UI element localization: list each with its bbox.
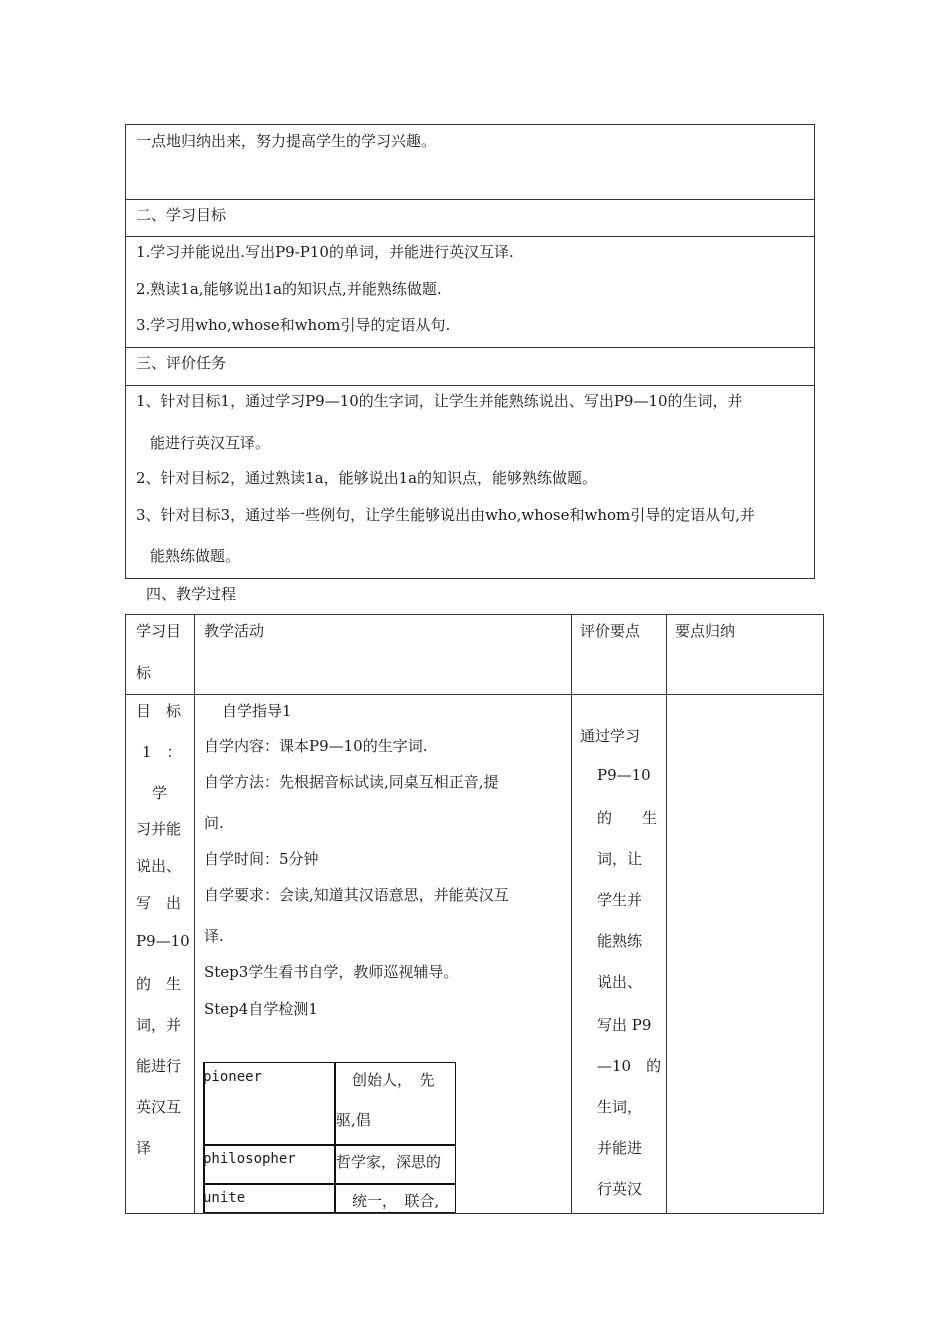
task-item: 2、针对目标2，通过熟读1a，能够说出1a的知识点，能够熟练做题。 (136, 469, 598, 487)
activity-text: 自学指导1 (222, 702, 292, 720)
activity-text: 问. (204, 814, 224, 832)
task-item-cont: 能进行英汉互译。 (150, 434, 271, 452)
header-activity: 教学活动 (204, 622, 265, 640)
header-evaluation: 评价要点 (580, 622, 641, 640)
tasks-heading: 三、评价任务 (136, 354, 227, 372)
task-item-cont: 能熟练做题。 (150, 547, 241, 565)
column-divider (666, 615, 667, 1213)
goal-item: 1.学习并能说出.写出P9-P10的单词，并能进行英汉互译. (136, 243, 514, 261)
process-heading: 四、教学过程 (146, 585, 237, 603)
divider (126, 385, 814, 386)
goal-item: 2.熟读1a,能够说出1a的知识点,并能熟练做题. (136, 280, 442, 298)
column-divider (571, 615, 572, 1213)
goal-text: 1 ： (142, 743, 182, 761)
activity-text: 自学方法：先根据音标试读,同桌互相正音,提 (204, 773, 499, 791)
goal-text: 习并能 (136, 820, 182, 838)
goal-text: P9—10 (136, 932, 190, 950)
eval-text: 学生并 (597, 891, 643, 909)
goal-text: 学 (152, 784, 168, 802)
goal-text: 能进行 (136, 1057, 182, 1075)
divider (126, 347, 814, 348)
vocab-meaning: 哲学家，深思的 (336, 1153, 442, 1171)
header-goal-cont: 标 (136, 664, 152, 682)
header-summary: 要点归纳 (675, 622, 736, 640)
column-divider (194, 615, 195, 1213)
vocab-meaning-cont: 驱,倡 (336, 1111, 371, 1129)
vocab-meaning: 创始人， 先 (352, 1071, 435, 1089)
eval-text: 并能进 (597, 1139, 643, 1157)
vocab-word: unite (203, 1190, 246, 1206)
header-divider (126, 694, 823, 695)
goal-text: 写 出 (136, 894, 182, 912)
goals-heading: 二、学习目标 (136, 206, 227, 224)
activity-text: 自学要求：会读,知道其汉语意思，并能英汉互 (204, 886, 509, 904)
activity-text: Step3学生看书自学，教师巡视辅导。 (204, 963, 459, 981)
divider (126, 236, 814, 237)
goal-text: 词，并 (136, 1016, 182, 1034)
vocab-word: pioneer (203, 1069, 263, 1085)
eval-text: 行英汉 (597, 1180, 643, 1198)
eval-text: P9—10 (597, 766, 651, 784)
goal-text: 英汉互 (136, 1098, 182, 1116)
divider (126, 199, 814, 200)
task-item: 1、针对目标1，通过学习P9—10的生字词，让学生并能熟练说出、写出P9—10的生词，并 (136, 392, 743, 410)
eval-text: 能熟练 (597, 932, 643, 950)
activity-text: 自学内容：课本P9—10的生字词. (204, 737, 428, 755)
goal-text: 译 (136, 1139, 152, 1157)
vocab-row-divider (204, 1183, 455, 1185)
goal-text: 的 生 (136, 975, 182, 993)
task-item: 3、针对目标3，通过举一些例句，让学生能够说出由who,whose和whom引导的定语从句,并 (136, 506, 756, 524)
vocab-word: philosopher (203, 1151, 296, 1167)
eval-text: —10 的 (597, 1057, 662, 1075)
eval-text: 说出、 (597, 973, 643, 991)
vocab-meaning: 统一， 联合, (352, 1192, 440, 1210)
eval-text: 写出 P9 (597, 1016, 652, 1034)
eval-text: 生词， (597, 1098, 643, 1116)
goal-text: 目 标 (136, 702, 182, 720)
eval-text: 的 生 (597, 809, 658, 827)
vocab-col-divider (334, 1063, 336, 1212)
header-goal: 学习目 (136, 622, 182, 640)
activity-text: 自学时间：5分钟 (204, 850, 319, 868)
intro-line: 一点地归纳出来，努力提高学生的学习兴趣。 (136, 132, 437, 150)
eval-text: 通过学习 (580, 727, 641, 745)
goal-text: 说出、 (136, 857, 182, 875)
activity-text: Step4自学检测1 (204, 1000, 318, 1018)
eval-text: 词，让 (597, 850, 643, 868)
goal-item: 3.学习用who,whose和whom引导的定语从句. (136, 316, 451, 334)
vocab-row-divider (204, 1144, 455, 1146)
activity-text: 译. (204, 927, 224, 945)
